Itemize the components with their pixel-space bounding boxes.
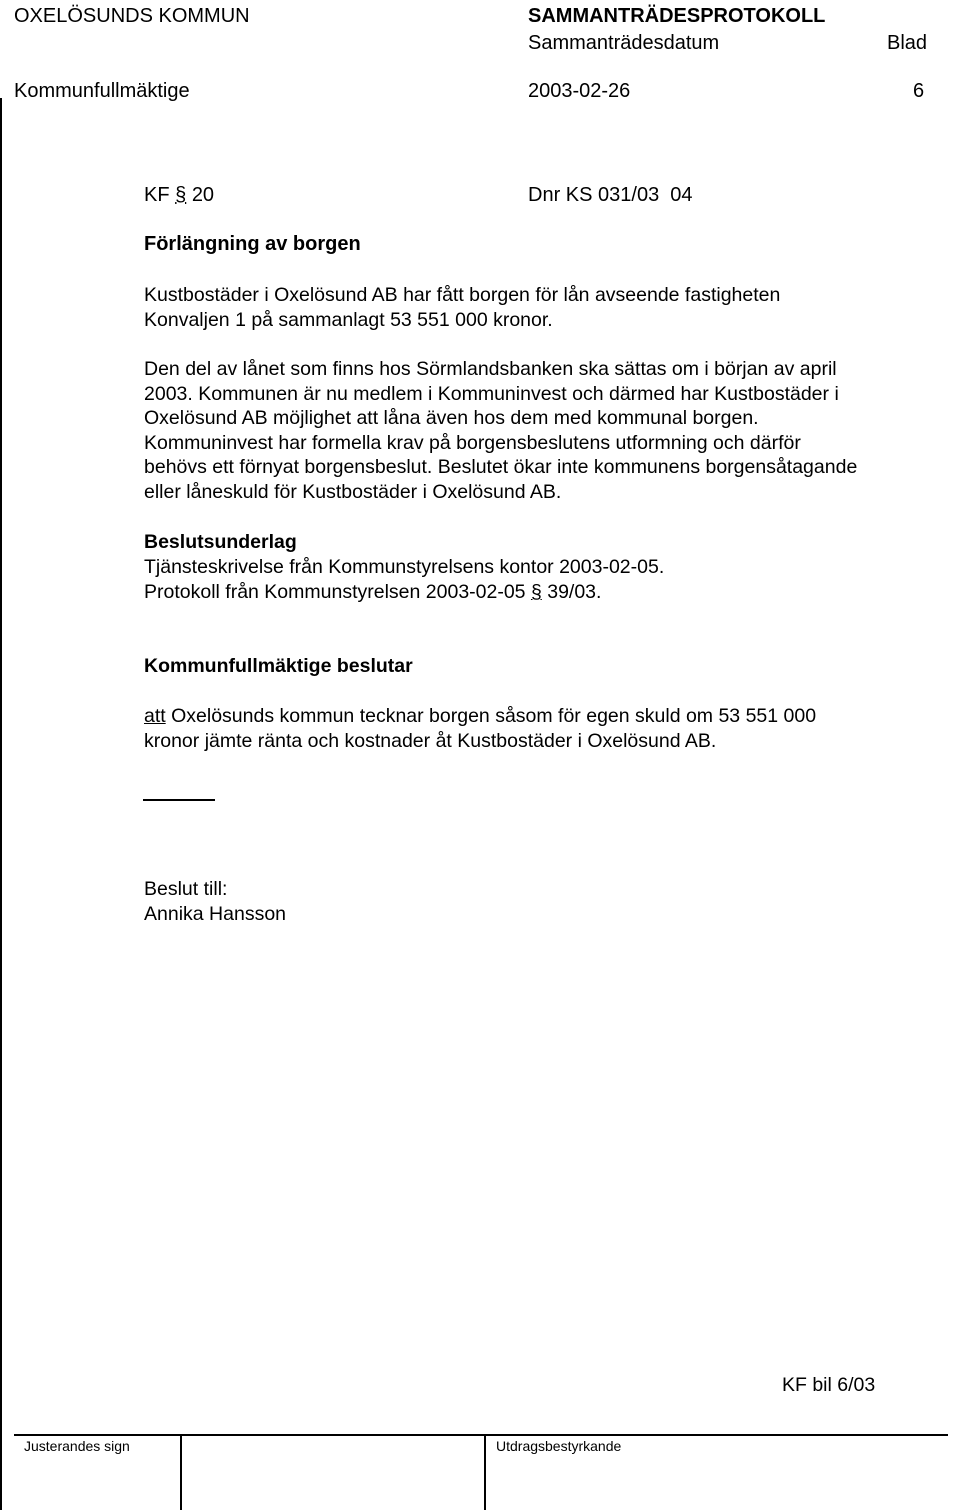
municipality-name: OXELÖSUNDS KOMMUN — [14, 5, 250, 27]
decision-paragraph — [144, 704, 816, 753]
diary-number: Dnr KS 031/03 04 — [528, 184, 693, 206]
separator-line — [143, 799, 215, 801]
item-title: Förlängning av borgen — [144, 233, 361, 255]
sent-to-label: Beslut till: — [144, 878, 228, 900]
body-paragraph — [144, 357, 857, 505]
basis-line-2 — [144, 580, 601, 605]
footer-divider-middle — [484, 1434, 486, 1510]
basis-line-2-suffix: 39/03. — [547, 581, 602, 603]
footer-top-line — [14, 1434, 948, 1436]
paragraph-reference — [144, 183, 214, 207]
document-type: SAMMANTRÄDESPROTOKOLL — [528, 5, 826, 27]
intro-line: Konvaljen 1 på sammanlagt 53 551 000 kronor. — [144, 308, 553, 331]
adjusters-signature-label: Justerandes sign — [24, 1438, 130, 1454]
body-line: Oxelösund AB möjlighet att låna även hos dem med kommunal borgen. — [144, 407, 759, 430]
page-label: Blad — [887, 32, 928, 54]
footer-divider-left — [180, 1434, 182, 1510]
basis-paragraph-symbol: § — [530, 581, 542, 603]
decision-att: att — [144, 705, 166, 727]
attachment-reference: KF bil 6/03 — [782, 1374, 876, 1396]
body-line: Kommuninvest har formella krav på borgensbeslutens utformning och därför — [144, 431, 801, 454]
decision-line-2: kronor jämte ränta och kostnader åt Kustbostäder i Oxelösund AB. — [144, 729, 717, 752]
date-label: Sammanträdesdatum — [528, 32, 720, 54]
basis-line-2-prefix: Protokoll från Kommunstyrelsen 2003-02-05 — [144, 581, 526, 603]
decision-line-1-rest: Oxelösunds kommun tecknar borgen såsom för egen skuld om 53 551 000 — [171, 705, 817, 727]
body-line: eller låneskuld för Kustbostäder i Oxelösund AB. — [144, 480, 562, 503]
basis-line-1: Tjänsteskrivelse från Kommunstyrelsens kontor 2003-02-05. — [144, 556, 665, 578]
intro-paragraph — [144, 283, 780, 332]
intro-line: Kustbostäder i Oxelösund AB har fått borgen för lån avseende fastigheten — [144, 284, 781, 306]
paragraph-ref-prefix: KF — [144, 184, 170, 206]
body-line: Den del av lånet som finns hos Sörmlandsbanken ska sättas om i början av april — [144, 358, 837, 380]
paragraph-number: 20 — [191, 184, 215, 206]
sent-to-recipient: Annika Hansson — [144, 903, 287, 925]
decision-line-1 — [144, 704, 816, 729]
basis-heading: Beslutsunderlag — [144, 531, 297, 553]
page-number: 6 — [913, 80, 925, 102]
body-line: 2003. Kommunen är nu medlem i Kommuninvest och därmed har Kustbostäder i — [144, 382, 839, 405]
body-line: behövs ett förnyat borgensbeslut. Beslutet ökar inte kommunens borgensåtagande — [144, 456, 858, 479]
extract-certification-label: Utdragsbestyrkande — [496, 1438, 622, 1454]
left-margin-line — [0, 98, 2, 1510]
paragraph-symbol: § — [175, 184, 187, 206]
decision-heading: Kommunfullmäktige beslutar — [144, 655, 413, 677]
meeting-date: 2003-02-26 — [528, 80, 631, 102]
meeting-body: Kommunfullmäktige — [14, 80, 190, 102]
